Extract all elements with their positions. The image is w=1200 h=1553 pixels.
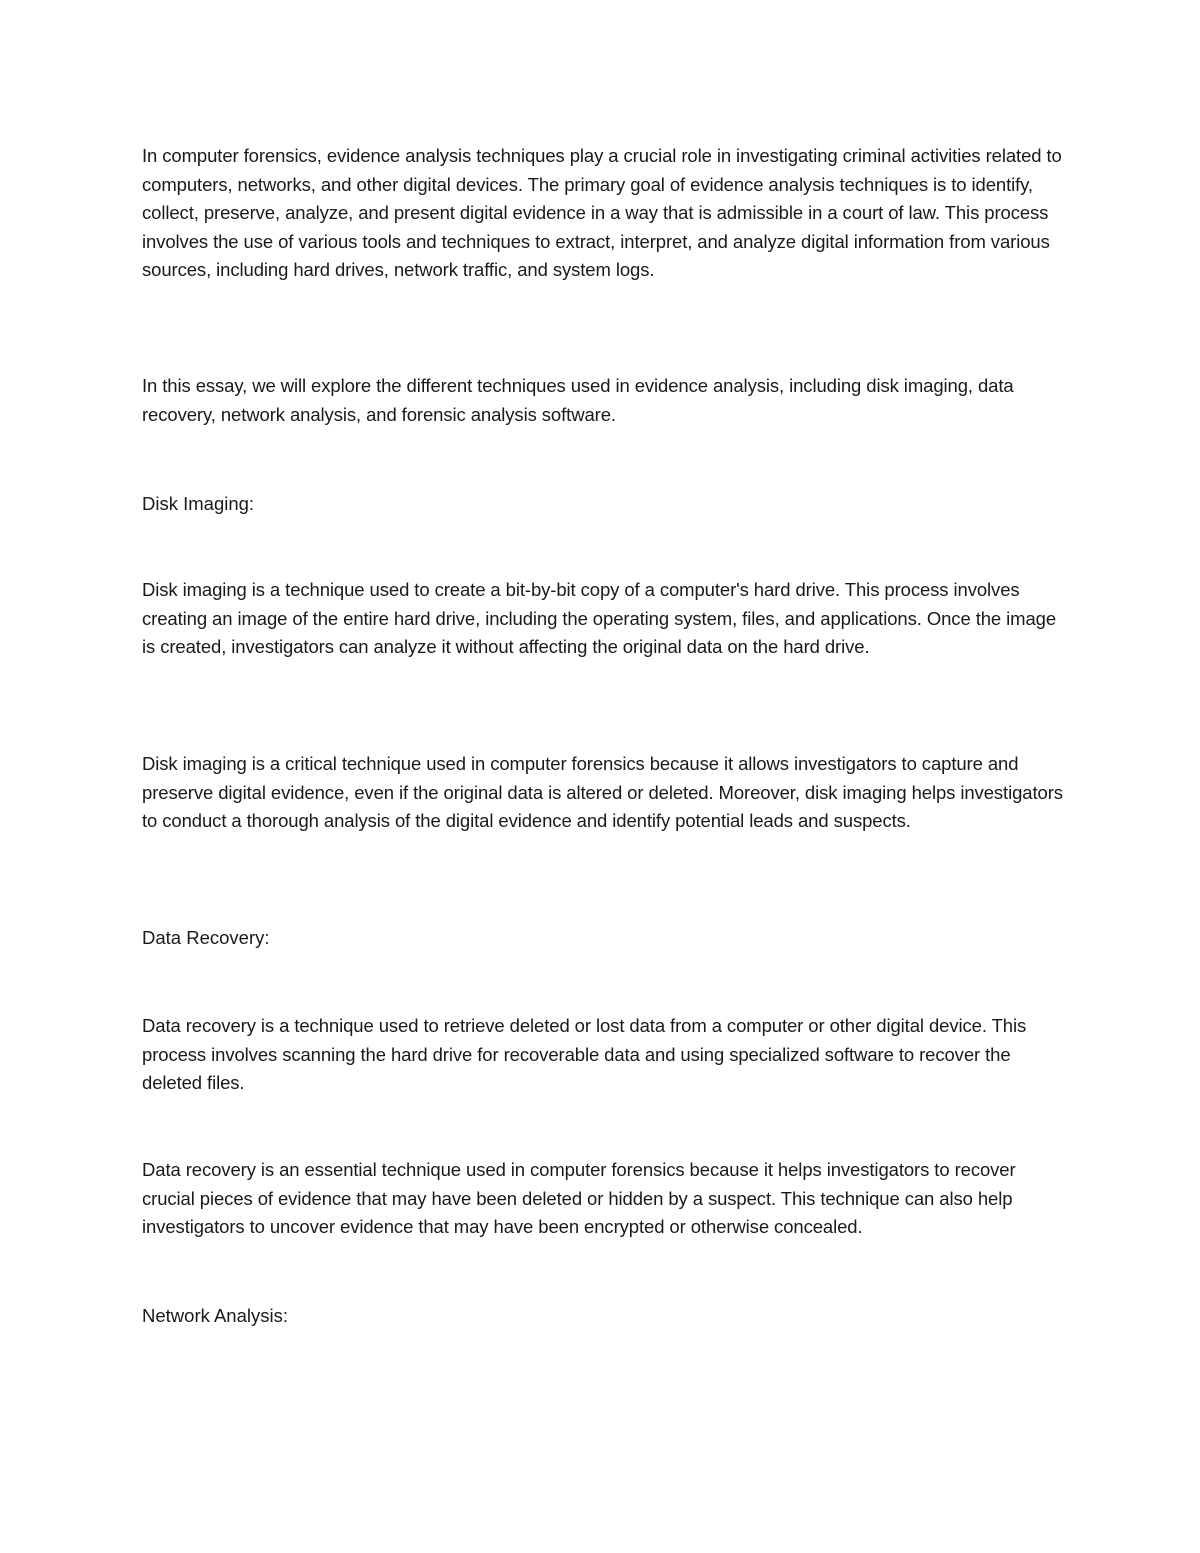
intro-paragraph: In computer forensics, evidence analysis techniques play a crucial role in investigating criminal activities related to computers, networks, and other digital devices. The primary goal of evidence analysis techniques is to identify, collect, preserve, analyze, and present digital evidence in a way that is admissible in a court of law. This process involves the use of various tools and techniques to extract, interpret, and analyze digital information from various sources, including hard drives, network traffic, and system logs. bbox=[142, 145, 1062, 281]
disk-imaging-paragraph-1: Disk imaging is a technique used to create a bit-by-bit copy of a computer's hard drive. This process involves creating an image of the entire hard drive, including the operating system, files, and applications. Once the image is created, investigators can analyze it without affecting the original data on the hard drive. bbox=[142, 579, 1057, 658]
data-recovery-paragraph-1: Data recovery is a technique used to retrieve deleted or lost data from a computer or other digital device. This process involves scanning the hard drive for recoverable data and using specialized software to recover the deleted files. bbox=[142, 1015, 1027, 1094]
disk-imaging-paragraph-2: Disk imaging is a critical technique used in computer forensics because it allows investigators to capture and preserve digital evidence, even if the original data is altered or deleted. Moreover, disk imaging helps investigators to conduct a thorough analysis of the digital evidence and identify potential leads and suspects. bbox=[142, 753, 1063, 832]
essay-scope-paragraph: In this essay, we will explore the different techniques used in evidence analysis, including disk imaging, data recovery, network analysis, and forensic analysis software. bbox=[142, 375, 1014, 425]
network-analysis-heading: Network Analysis: bbox=[142, 1305, 288, 1326]
data-recovery-paragraph-2: Data recovery is an essential technique used in computer forensics because it helps investigators to recover crucial pieces of evidence that may have been deleted or hidden by a suspect. This technique can also help investigators to uncover evidence that may have been encrypted or otherwise concealed. bbox=[142, 1159, 1016, 1238]
data-recovery-heading: Data Recovery: bbox=[142, 927, 270, 948]
disk-imaging-heading: Disk Imaging: bbox=[142, 493, 255, 514]
